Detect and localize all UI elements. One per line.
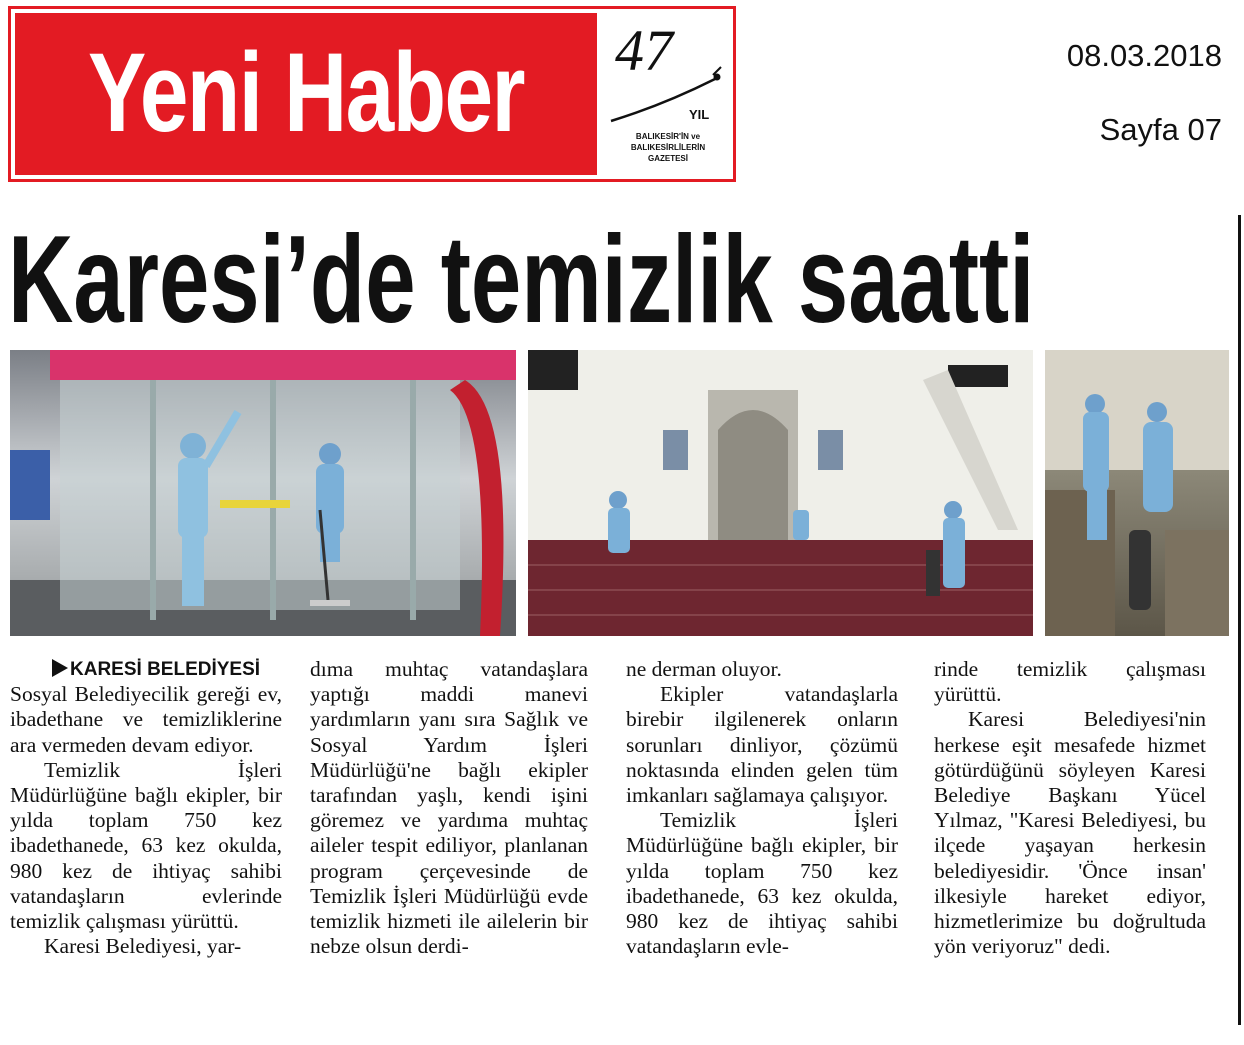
article-headline: Karesi’de temizlik saatti bbox=[8, 211, 1035, 349]
home-illustration bbox=[1045, 350, 1229, 636]
photo-bus-stop-cleaning bbox=[10, 350, 516, 636]
paragraph: Temizlik İşleri Müdürlüğüne bağlı ekipler, bir yılda toplam 750 kez ibadethanede, 63 kez okulda, 980 kez de ihtiyaç sahibi vatandaşların evle- bbox=[626, 808, 898, 959]
paragraph: Karesi Belediyesi, yar- bbox=[44, 934, 242, 959]
article-column-2 bbox=[310, 657, 588, 959]
anniversary-number: 47 bbox=[615, 18, 673, 83]
photo-mosque-cleaning bbox=[528, 350, 1033, 636]
bus-stop-illustration bbox=[10, 350, 516, 636]
kicker-text: KARESİ BELEDİYESİ bbox=[70, 659, 261, 680]
tagline-line-1: BALIKESİR'İN ve bbox=[635, 132, 701, 141]
anniversary-yil: YIL bbox=[689, 107, 710, 122]
masthead-logo-block bbox=[15, 13, 597, 175]
photo-home-cleaning bbox=[1045, 350, 1229, 636]
paragraph: rinde temizlik çalışması yürüttü. bbox=[934, 657, 1206, 707]
paragraph: dıma muhtaç vatandaşlara yaptığı maddi manevi yardımların yanı sıra Sağlık ve Sosyal Yardım İşleri Müdürlüğü'ne bağlı ekipler tarafından yaşlı, kendi işini göremez ve yardıma muhtaç aileler tespit ediliyor, planlanan program çerçevesinde de Temizlik İşleri Müdürlüğü evde temizlik hizmeti ile ailelerin bir nebze olsun derdi- bbox=[310, 657, 588, 959]
article-kicker bbox=[10, 657, 282, 682]
mosque-illustration bbox=[528, 350, 1033, 636]
masthead bbox=[8, 6, 736, 182]
paragraph: Temizlik İşleri Müdürlüğüne bağlı ekipler, bir yılda toplam 750 kez ibadethanede, 63 kez okulda, 980 kez de ihtiyaç sahibi vatandaşların evlerinde temizlik çalışması yürüttü. bbox=[10, 757, 282, 934]
right-rule bbox=[1238, 215, 1241, 1025]
newspaper-title: Yeni Haber bbox=[88, 30, 524, 155]
paragraph: Ekipler vatandaşlarla birebir ilgilenerek onların sorunları dinliyor, çözümü noktasında elinden gelen tüm imkanları sağlamaya çalışıyor. bbox=[626, 682, 898, 808]
article-column-3 bbox=[626, 657, 898, 959]
paragraph: ne derman oluyor. bbox=[626, 657, 782, 681]
swoosh-icon bbox=[603, 13, 729, 133]
page-number: Sayfa 07 bbox=[1099, 112, 1222, 147]
paragraph: Karesi Belediyesi'nin herkese eşit mesafede hizmet götürdüğünü söyleyen Karesi Belediye Başkanı Yücel Yılmaz, "Karesi Belediyesi, bu ilçede yaşayan herkesin belediyesidir. 'Önce insan' ilkesiyle hareket ediyor, hizmetlerimize bu doğrultuda yön veriyoruz" dedi. bbox=[934, 707, 1206, 959]
tagline-line-3: GAZETESİ bbox=[647, 154, 688, 163]
masthead-tagline bbox=[609, 131, 727, 164]
paragraph: Sosyal Belediyecilik gereği ev, ibadethane ve temizliklerine ara vermeden devam ediyor. bbox=[10, 682, 282, 757]
anniversary-badge bbox=[603, 13, 729, 175]
tagline-line-2: BALIKESİRLİLERİN bbox=[630, 143, 706, 152]
publication-date: 08.03.2018 bbox=[1066, 38, 1222, 73]
article-column-4 bbox=[934, 657, 1206, 959]
triangle-bullet-icon bbox=[52, 659, 68, 677]
article-column-1 bbox=[10, 657, 282, 959]
